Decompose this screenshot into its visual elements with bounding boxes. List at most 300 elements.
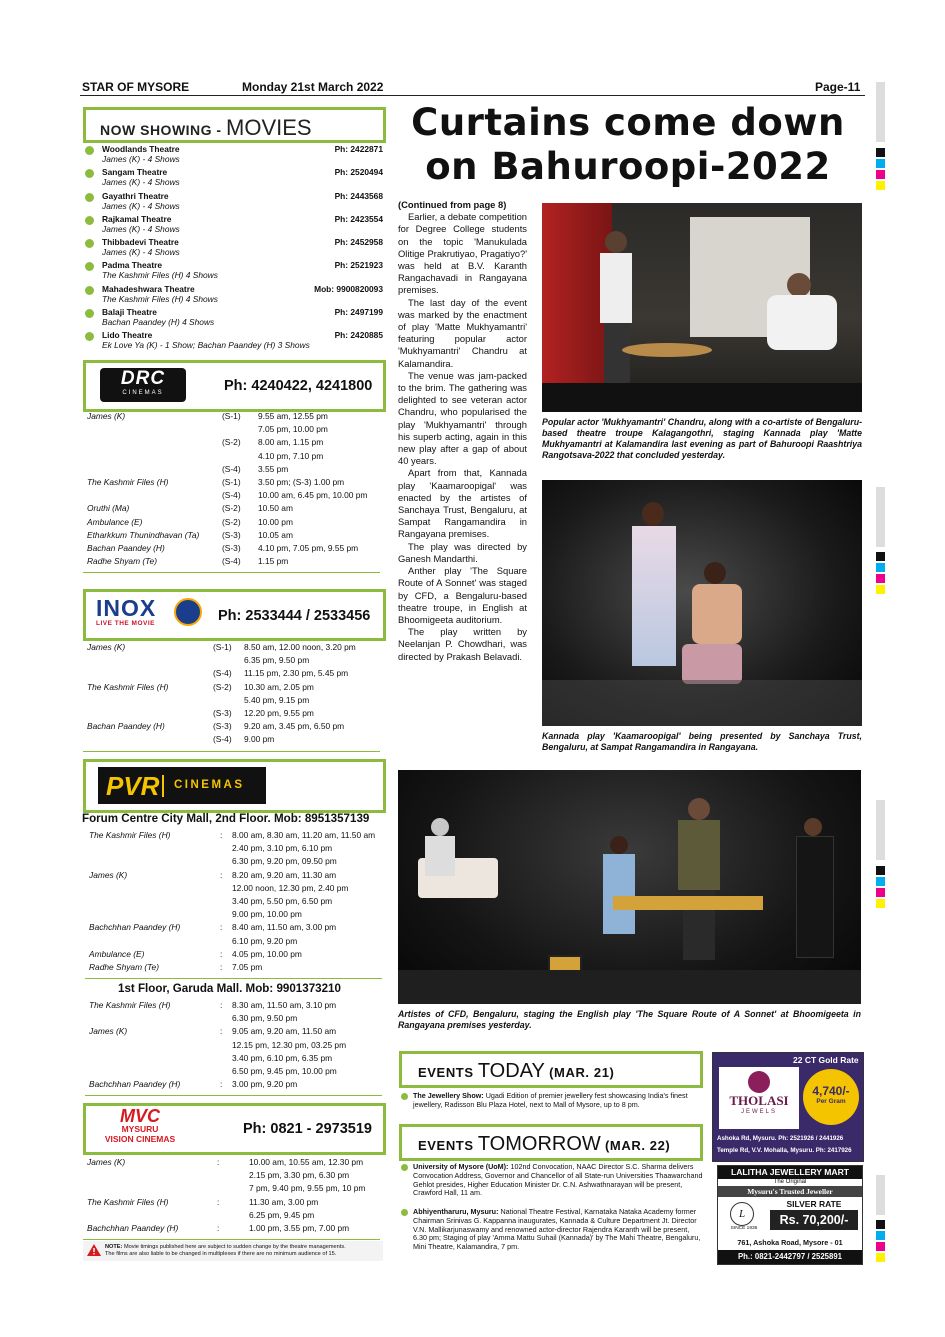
paper-name: STAR OF MYSORE [82, 80, 190, 94]
schedule-row [87, 489, 382, 502]
theatre-name: Woodlands Theatre [102, 144, 180, 154]
schedule-row [89, 999, 384, 1012]
actress-saree [603, 854, 635, 934]
show-times: 1.15 pm [258, 556, 289, 567]
registration-cyan [876, 563, 885, 572]
tholasi-brand: THOLASI [729, 1093, 789, 1108]
caption-photo1: Popular actor 'Mukhyamantri' Chandru, along with a co-artiste of Bengaluru-based theatre troupe Kalagangothri, staging Kannada play 'Matte Mukhyamantri at Kalamandira last evening as part of Bahuroopi Raashtriya Rangotsava-2022 that concluded yesterday. [542, 417, 862, 460]
actor-dhoti [682, 644, 742, 684]
colon: : [217, 1196, 220, 1207]
mvc-logo-l2: VISION CINEMAS [104, 1134, 176, 1144]
theatre-name: Balaji Theatre [102, 307, 157, 318]
schedule-row [89, 842, 384, 855]
theatre-name: Thibbadevi Theatre [102, 237, 179, 248]
gray-bar [876, 82, 885, 142]
show-times: 6.35 pm, 9.50 pm [244, 655, 310, 666]
registration-magenta [876, 574, 885, 583]
forum-schedule [89, 829, 384, 974]
events-tomorrow-label: EVENTS [418, 1138, 478, 1153]
film-title: Bachchhan Paandey (H) [89, 1079, 181, 1090]
bullet-icon [85, 193, 94, 202]
theatre-phone: Ph: 2452958 [334, 237, 383, 248]
schedule-row [89, 882, 384, 895]
show-times: 4.10 pm, 7.10 pm [258, 450, 324, 461]
show-times: 1.00 pm, 3.55 pm, 7.00 pm [249, 1222, 350, 1233]
show-times: 7.05 pm, 10.00 pm [258, 424, 328, 435]
schedule-row [87, 450, 382, 463]
actor-head [704, 562, 726, 584]
article-paragraph: The venue was jam-packed to the brim. The gathering was delighted to see veteran actor Chandru, who popularised the play 'Mukhyamantri' through his superb acting, again in this new play after a gap of about 40 years. [398, 369, 527, 467]
inox-logo-text: INOX [96, 595, 157, 621]
actor-shirt [600, 253, 632, 323]
pvr-logo-text: PVR [106, 771, 160, 801]
gray-bar [876, 487, 885, 547]
theatre-phone: Ph: 2422871 [334, 144, 383, 154]
actor-head [431, 818, 449, 836]
inox-schedule [87, 641, 382, 747]
show-times: 9.55 am, 12.55 pm [258, 411, 328, 421]
schedule-row [87, 555, 382, 568]
theatre-films: James (K) - 4 Shows [102, 200, 180, 211]
theatre-name: Sangam Theatre [102, 167, 168, 178]
speaker-suit [796, 836, 834, 958]
mvc-header [83, 1103, 386, 1155]
actress-saree [632, 526, 676, 666]
drc-phone: Ph: 4240422, 4241800 [224, 378, 373, 394]
theatre-phone: Ph: 2520494 [334, 167, 383, 178]
theatre-row [85, 331, 385, 354]
actress-head [610, 836, 628, 854]
show-times: 10.50 am [258, 503, 293, 514]
inox-logo-sub: LIVE THE MOVIE [96, 620, 156, 627]
drc-schedule [87, 410, 382, 568]
film-title: James (K) [89, 869, 128, 880]
show-times: 9.00 pm [244, 734, 275, 745]
gray-bar [876, 1175, 885, 1215]
bullet-icon [401, 1209, 408, 1216]
theatre-films: The Kashmir Files (H) 4 Shows [102, 270, 218, 281]
schedule-row [87, 707, 382, 720]
note-box [83, 1241, 383, 1261]
film-title: Etharkkum Thunindhavan (Ta) [87, 529, 200, 540]
show-times: 6.50 pm, 9.45 pm, 10.00 pm [232, 1065, 337, 1076]
show-times: 8.30 am, 11.50 am, 3.10 pm [232, 1000, 337, 1010]
events-today-label: EVENTS [418, 1065, 478, 1080]
schedule-row [89, 948, 384, 961]
film-title: James (K) [87, 1157, 126, 1167]
bullet-icon [85, 146, 94, 155]
event-title: The Jewellery Show: [413, 1091, 484, 1100]
actor2-kurta [767, 295, 837, 350]
pvr-logo-divider [162, 775, 164, 797]
bullet-icon [401, 1164, 408, 1171]
screen-number: (S-3) [222, 542, 241, 553]
stage-floor [542, 680, 862, 726]
colon: : [220, 948, 223, 959]
show-times: 6.10 pm, 9.20 pm [232, 935, 298, 946]
event-text: National Theatre Festival, Karnataka Nataka Academy former Chairman Srinivas G. Kappanna inaugurates, Kannada & Culture Department Jt. Director V.N. Mallikarjunaswamy and renowned actor-director Rajendra Karanth will be present, 6.30 pm; Staging of play 'Amma Mattu Suhail (Kannada)' by The Mahi Theatre, Bengaluru, Mini Theatre, Kalamandira, 7 pm. [413, 1207, 701, 1252]
actor2-head [787, 273, 811, 297]
show-times: 9.00 pm, 10.00 pm [232, 909, 302, 920]
theatre-films: The Kashmir Files (H) 4 Shows [102, 293, 218, 304]
show-times: 10.05 am [258, 529, 293, 540]
schedule-row [89, 855, 384, 868]
film-title: The Kashmir Files (H) [89, 830, 171, 840]
show-times: 6.25 pm, 9.45 pm [249, 1209, 315, 1220]
now-showing-header [83, 107, 386, 143]
show-times: 3.40 pm, 5.50 pm, 6.50 pm [232, 895, 333, 906]
lalitha-monogram-icon: L [730, 1202, 754, 1226]
schedule-row [89, 829, 384, 842]
schedule-row [87, 502, 382, 515]
events-tomorrow-header [399, 1124, 703, 1161]
schedule-row [87, 542, 382, 555]
show-times: 11.30 am, 3.00 pm [249, 1196, 319, 1207]
cane-table [622, 343, 712, 357]
theatre-row [85, 145, 385, 168]
theatre-row [85, 238, 385, 261]
show-times: 5.40 pm, 9.15 pm [244, 694, 310, 705]
schedule-row [89, 1025, 384, 1038]
schedule-row [87, 733, 382, 746]
colon: : [220, 1000, 223, 1010]
show-times: 7.05 pm [232, 961, 263, 972]
show-times: 3.40 pm, 6.10 pm, 6.35 pm [232, 1052, 333, 1063]
events-today-header [399, 1051, 703, 1088]
peacock-icon [748, 1071, 770, 1093]
caption-photo3: Artistes of CFD, Bengaluru, staging the English play 'The Square Route of A Sonnet' at Bhoomigeeta in Rangayana premises yesterday. [398, 1009, 861, 1030]
schedule-row [89, 1039, 384, 1052]
schedule-row [89, 869, 384, 882]
section-divider [83, 572, 380, 573]
schedule-row [87, 654, 382, 667]
film-title: James (K) [87, 642, 126, 652]
theatre-films: Ek Love Ya (K) - 1 Show; Bachan Paandey (H) 3 Shows [102, 340, 310, 351]
photo-kaamaroopigal [542, 480, 862, 726]
screen-number: (S-4) [222, 463, 241, 474]
events-tomorrow-date: (MAR. 22) [600, 1138, 671, 1153]
photo-matte-mukhyamantri [542, 203, 862, 412]
schedule-row [87, 436, 382, 449]
film-title: Ambulance (E) [87, 516, 143, 527]
colon: : [217, 1222, 220, 1233]
events-today-big: TODAY [477, 1060, 545, 1082]
registration-yellow [876, 1253, 885, 1262]
schedule-row [89, 1078, 384, 1091]
theatre-row [85, 215, 385, 238]
film-title: The Kashmir Files (H) [87, 681, 169, 692]
schedule-row [89, 1012, 384, 1025]
screen-number: (S-3) [213, 721, 232, 732]
article-paragraph: The last day of the event was marked by the enactment of play 'Matte Mukhyamantri' featuring popular actor 'Mukhyamantri' Chandru at Kalamandira. [398, 296, 527, 369]
show-times: 6.30 pm, 9.20 pm, 09.50 pm [232, 856, 337, 867]
schedule-row [87, 1209, 382, 1222]
film-title: Radhe Shyam (Te) [87, 556, 157, 567]
garuda-title: 1st Floor, Garuda Mall. Mob: 9901373210 [118, 982, 341, 995]
screen-number: (S-2) [222, 437, 241, 448]
registration-cyan [876, 159, 885, 168]
show-times: 10.00 am, 10.55 am, 12.30 pm [249, 1157, 364, 1167]
show-times: 2.40 pm, 3.10 pm, 6.10 pm [232, 843, 333, 854]
event-text: 102nd Convocation, NAAC Director S.C. Sharma delivers Convocation Address, Governor and Chancellor of all State-run Universities Thaawarchand Gehlot presides, Higher Education Minister Dr. C.N. Ashwathnarayan will be present, Crawford Hall, 11 am. [413, 1162, 703, 1198]
schedule-row [89, 895, 384, 908]
show-times: 11.15 pm, 2.30 pm, 5.45 pm [244, 668, 349, 679]
photo-square-route [398, 770, 861, 1004]
show-times: 8.00 am, 1.15 pm [258, 437, 324, 448]
lalitha-silver-rate: Rs. 70,200/- [770, 1210, 858, 1230]
schedule-row [87, 463, 382, 476]
screen-number: (S-2) [222, 503, 241, 514]
header-rule [80, 95, 865, 96]
theatre-films: James (K) - 4 Shows [102, 247, 180, 258]
theatre-name: Gayathri Theatre [102, 190, 169, 201]
film-title: The Kashmir Files (H) [87, 1196, 169, 1207]
bullet-icon [85, 169, 94, 178]
schedule-row [87, 641, 382, 654]
show-times: 2.15 pm, 3.30 pm, 6.30 pm [249, 1170, 350, 1181]
schedule-row [89, 1065, 384, 1078]
drc-logo [100, 368, 186, 402]
theatre-row [85, 168, 385, 191]
lalitha-tag2: Mysuru's Trusted Jeweller [718, 1186, 862, 1197]
film-title: James (K) [87, 411, 126, 421]
show-times: 12.15 pm, 12.30 pm, 03.25 pm [232, 1039, 347, 1050]
tholasi-logo [719, 1067, 799, 1129]
lalitha-phone: Ph.: 0821-2442797 / 2525891 [718, 1250, 862, 1264]
film-title: The Kashmir Files (H) [89, 1000, 171, 1010]
headline-line1: Curtains come down [411, 101, 845, 144]
ad-tholasi [712, 1052, 864, 1162]
tholasi-rate: 4,740/- [812, 1084, 850, 1098]
bullet-icon [85, 332, 94, 341]
colon: : [217, 1157, 220, 1167]
schedule-row [87, 720, 382, 733]
headline-line2: on Bahuroopi-2022 [425, 145, 831, 188]
bullet-icon [85, 216, 94, 225]
speaker-head [804, 818, 822, 836]
article-headline [393, 101, 863, 189]
theatre-phone: Mob: 9900820093 [314, 283, 383, 294]
screen-number: (S-2) [222, 516, 241, 527]
registration-yellow [876, 899, 885, 908]
show-times: 6.30 pm, 9.50 pm [232, 1013, 298, 1024]
film-title: Bachchhan Paandey (H) [87, 1222, 179, 1233]
forum-title: Forum Centre City Mall, 2nd Floor. Mob: 8951357139 [82, 812, 370, 825]
theatre-row [85, 192, 385, 215]
schedule-row [89, 961, 384, 974]
schedule-row [87, 423, 382, 436]
show-times: 10.30 am, 2.05 pm [244, 681, 314, 692]
screen-number: (S-4) [222, 556, 241, 567]
theatre-phone: Ph: 2423554 [334, 213, 383, 224]
drc-logo-text: DRC [120, 368, 166, 389]
theatre-name: Mahadeshwara Theatre [102, 283, 195, 294]
colon: : [220, 830, 223, 840]
events-tomorrow-big: TOMORROW [477, 1133, 601, 1155]
theatre-row [85, 285, 385, 308]
inox-phone: Ph: 2533444 / 2533456 [218, 608, 371, 624]
show-times: 3.50 pm; (S-3) 1.00 pm [258, 476, 345, 487]
schedule-row [87, 681, 382, 694]
colon: : [220, 961, 223, 972]
theatre-name: Rajkamal Theatre [102, 213, 172, 224]
issue-date: Monday 21st March 2022 [242, 80, 384, 94]
warning-icon [87, 1244, 101, 1256]
film-title: Bachan Paandey (H) [87, 542, 165, 553]
film-title: James (K) [89, 1026, 128, 1037]
caption-photo2: Kannada play 'Kaamaroopigal' being presented by Sanchaya Trust, Bengaluru, at Sampat Rangamandira in Rangayana. [542, 731, 862, 752]
theatre-name: Padma Theatre [102, 260, 163, 271]
schedule-row [87, 1196, 382, 1209]
screen-number: (S-1) [213, 642, 232, 652]
mvc-phone: Ph: 0821 - 2973519 [243, 1121, 372, 1137]
schedule-row [87, 476, 382, 489]
schedule-row [87, 529, 382, 542]
lalitha-since: SINCE 1936 [730, 1226, 758, 1231]
now-showing-big: MOVIES [226, 115, 312, 140]
continued-line: (Continued from page 8) [398, 199, 507, 210]
registration-yellow [876, 585, 885, 594]
lalitha-tag1: The Original [773, 1179, 807, 1185]
tholasi-rate-badge [803, 1069, 859, 1125]
mvc-logo-text: MVC [120, 1106, 160, 1126]
schedule-row [87, 1182, 382, 1195]
theatre-films: James (K) - 4 Shows [102, 154, 180, 164]
article-paragraph: Earlier, a debate competition for Degree College students on the topic 'Manukulada Olitige Prakrutiyao, Pragatiyo?' was held at B.V. Karanth Rangachavadi in Rangayana premises. [398, 211, 527, 296]
theatre-films: James (K) - 4 Shows [102, 223, 180, 234]
note-line2: The films are also liable to be changed in multiplexes if there are no minimum audience of 15. [105, 1251, 337, 1257]
film-title: The Kashmir Files (H) [87, 476, 169, 487]
show-times: 10.00 pm [258, 516, 293, 527]
theatre-row [85, 308, 385, 331]
show-times: 8.00 am, 8.30 am, 11.20 am, 11.50 am [232, 830, 376, 840]
bullet-icon [85, 239, 94, 248]
film-title: Oruthi (Ma) [87, 503, 130, 514]
registration-black [876, 1220, 885, 1229]
pvr-logo-sub: CINEMAS [174, 779, 245, 791]
show-times: 9.05 am, 9.20 am, 11.50 am [232, 1026, 337, 1037]
screen-number: (S-4) [213, 668, 232, 679]
show-times: 8.40 am, 11.50 am, 3.00 pm [232, 922, 337, 933]
gray-bar [876, 800, 885, 860]
section-divider [85, 978, 382, 979]
article-body [398, 199, 527, 663]
registration-magenta [876, 888, 885, 897]
now-showing-label: NOW SHOWING - [100, 122, 226, 138]
actor-shirt [425, 836, 455, 876]
note-label: NOTE: [105, 1244, 123, 1250]
theatre-phone: Ph: 2443568 [334, 190, 383, 201]
schedule-row [87, 410, 382, 423]
show-times: 8.20 am, 9.20 am, 11.30 am [232, 869, 337, 880]
show-times: 9.20 am, 3.45 pm, 6.50 pm [244, 721, 345, 732]
colon: : [220, 1026, 223, 1037]
section-divider [83, 751, 380, 752]
events-today-date: (MAR. 21) [544, 1065, 615, 1080]
ad-lalitha [717, 1165, 863, 1265]
theatre-list [85, 145, 385, 355]
note-line1: Movie timings published here are subject to sudden change by the theatre managements. [123, 1244, 346, 1250]
article-paragraph: The play was directed by Ganesh Mandarthi. [398, 540, 527, 564]
bullet-icon [401, 1093, 408, 1100]
screen-number: (S-3) [213, 707, 232, 718]
show-times: 7 pm, 9.40 pm, 9.55 pm, 10 pm [249, 1183, 366, 1194]
show-times: 12.20 pm, 9.55 pm [244, 707, 314, 718]
tholasi-rate-title: 22 CT Gold Rate [793, 1055, 859, 1065]
article-paragraph: The play written by Neelanjan P. Chowdhari, was directed by Prakash Belavadi. [398, 626, 527, 662]
schedule-row [87, 667, 382, 680]
registration-black [876, 552, 885, 561]
registration-black [876, 148, 885, 157]
schedule-row [89, 908, 384, 921]
event-title: Abhiyentharuru, Mysuru: [413, 1207, 499, 1216]
screen-number: (S-1) [222, 476, 241, 487]
screen-number: (S-2) [213, 681, 232, 692]
lalitha-silver-title: SILVER RATE [786, 1199, 842, 1209]
mvc-logo [96, 1107, 184, 1144]
tholasi-addr2: Temple Rd, V.V. Mohalla, Mysuru. Ph: 2417926 [717, 1147, 852, 1154]
show-times: 8.50 am, 12.00 noon, 3.20 pm [244, 642, 356, 652]
bench [613, 896, 763, 910]
screen-number: (S-4) [222, 490, 241, 501]
pvr-logo [98, 767, 266, 804]
schedule-row [87, 516, 382, 529]
screen-number: (S-1) [222, 411, 241, 421]
schedule-row [87, 694, 382, 707]
film-title: Radhe Shyam (Te) [89, 961, 159, 972]
bullet-icon [85, 262, 94, 271]
bullet-icon [85, 309, 94, 318]
film-title: Ambulance (E) [89, 948, 145, 959]
schedule-row [87, 1222, 382, 1235]
stage-floor [398, 970, 861, 1004]
show-times: 10.00 am, 6.45 pm, 10.00 pm [258, 490, 368, 501]
screen-number: (S-3) [222, 529, 241, 540]
screen-number: (S-4) [213, 734, 232, 745]
registration-cyan [876, 877, 885, 886]
actor-body [692, 584, 742, 644]
colon: : [220, 1079, 223, 1090]
show-times: 12.00 noon, 12.30 pm, 2.40 pm [232, 882, 349, 893]
show-times: 4.05 pm, 10.00 pm [232, 948, 302, 959]
registration-black [876, 866, 885, 875]
pvr-header [83, 759, 386, 813]
event-text: Ugadi Edition of premier jewellery fest showcasing India's finest jewellery, Radisson Blu Plaza Hotel, next to Mall of Mysore, up to 8 pm. [413, 1091, 688, 1109]
theatre-phone: Ph: 2521923 [334, 260, 383, 271]
inox-header [83, 589, 386, 641]
actor2-coat [678, 820, 720, 890]
page-number: Page-11 [815, 80, 861, 94]
actress-head [642, 502, 664, 526]
schedule-row [89, 921, 384, 934]
mvc-schedule [87, 1156, 382, 1235]
theatre-name: Lido Theatre [102, 330, 153, 341]
registration-magenta [876, 170, 885, 179]
registration-cyan [876, 1231, 885, 1240]
lalitha-name: LALITHA JEWELLERY MART [718, 1166, 862, 1179]
drc-logo-sub: CINEMAS [122, 390, 164, 396]
schedule-row [89, 1052, 384, 1065]
colon: : [220, 869, 223, 880]
tholasi-addr1: Ashoka Rd, Mysuru. Ph: 2521926 / 2441926 [717, 1135, 844, 1142]
bullet-icon [85, 286, 94, 295]
registration-yellow [876, 181, 885, 190]
event-title: University of Mysore (UoM): [413, 1162, 509, 1171]
colon: : [220, 922, 223, 933]
inox-logo [96, 596, 156, 627]
article-paragraph: Anther play 'The Square Route of A Sonnet' was staged by CFD, a Bengaluru-based theatre troupe, in English at Bhoomigeeta auditorium. [398, 565, 527, 625]
film-title: Bachchhan Paandey (H) [89, 922, 181, 933]
